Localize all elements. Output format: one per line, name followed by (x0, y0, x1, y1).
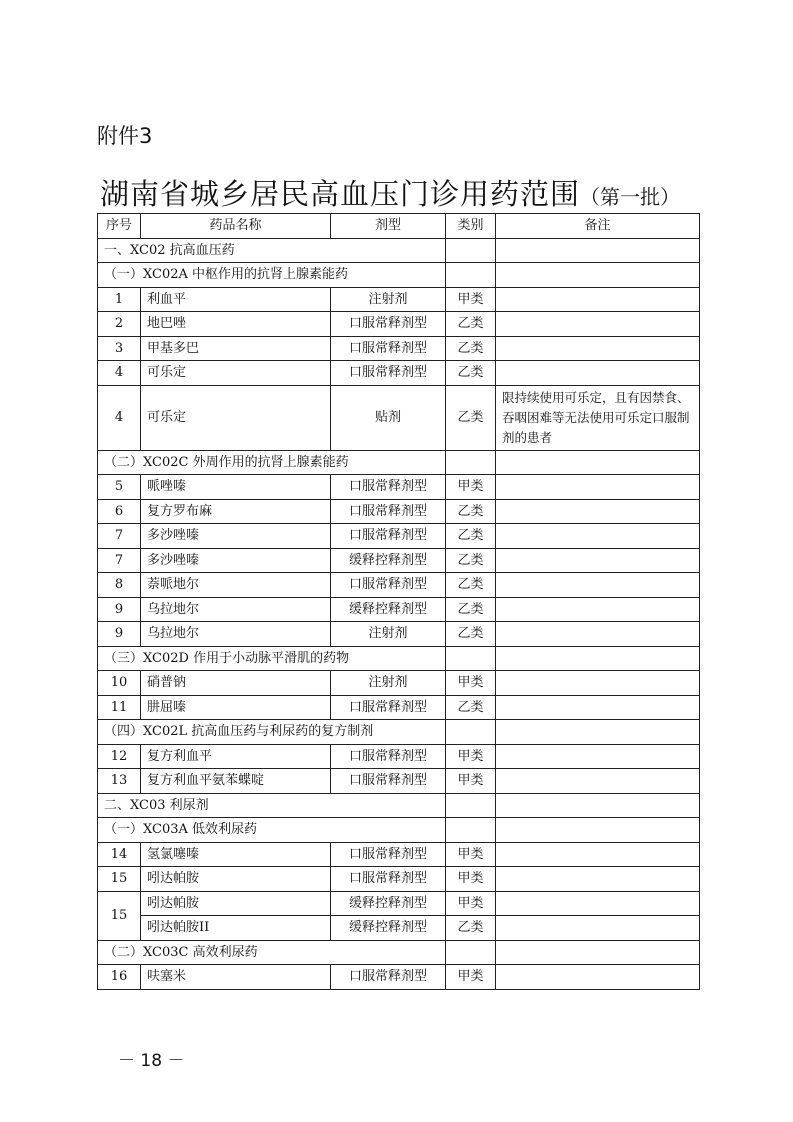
section-label: 二、XC03 利尿剂 (98, 793, 446, 818)
section-category-cell (446, 646, 496, 671)
cell-remark (496, 336, 700, 361)
table-row (98, 867, 700, 892)
cell-category: 甲类 (446, 965, 496, 990)
table-row (98, 499, 700, 524)
cell-category: 甲类 (446, 744, 496, 769)
cell-category: 乙类 (446, 548, 496, 573)
cell-name: 乌拉地尔 (141, 622, 331, 647)
cell-category: 乙类 (446, 597, 496, 622)
cell-name: 可乐定 (141, 385, 331, 450)
section-label: （三）XC02D 作用于小动脉平滑肌的药物 (98, 646, 446, 671)
header-name: 药品名称 (141, 214, 331, 239)
cell-no: 12 (98, 744, 141, 769)
cell-no: 4 (98, 385, 141, 450)
cell-category: 乙类 (446, 385, 496, 450)
cell-category: 乙类 (446, 361, 496, 386)
section-remark-cell (496, 818, 700, 843)
header-form: 剂型 (331, 214, 446, 239)
cell-category: 甲类 (446, 842, 496, 867)
section-category-cell (446, 238, 496, 263)
cell-name: 复方利血平 (141, 744, 331, 769)
section-label: 一、XC02 抗高血压药 (98, 238, 446, 263)
drug-table (97, 213, 700, 990)
cell-no: 2 (98, 312, 141, 337)
cell-remark (496, 695, 700, 720)
table-row (98, 385, 700, 450)
table-row (98, 769, 700, 794)
cell-name: 利血平 (141, 287, 331, 312)
cell-no: 8 (98, 573, 141, 598)
cell-remark (496, 499, 700, 524)
cell-category: 乙类 (446, 695, 496, 720)
table-row (98, 361, 700, 386)
cell-form: 口服常释剂型 (331, 499, 446, 524)
section-remark-cell (496, 450, 700, 475)
cell-no: 9 (98, 622, 141, 647)
header-no: 序号 (98, 214, 141, 239)
cell-name: 呋塞米 (141, 965, 331, 990)
cell-category: 乙类 (446, 622, 496, 647)
table-row (98, 548, 700, 573)
cell-form: 口服常释剂型 (331, 769, 446, 794)
section-remark-cell (496, 263, 700, 288)
cell-remark (496, 867, 700, 892)
cell-no: 10 (98, 671, 141, 696)
cell-form: 贴剂 (331, 385, 446, 450)
cell-category: 乙类 (446, 524, 496, 549)
cell-category: 甲类 (446, 769, 496, 794)
cell-form: 注射剂 (331, 671, 446, 696)
cell-remark (496, 842, 700, 867)
cell-form: 口服常释剂型 (331, 867, 446, 892)
cell-form: 口服常释剂型 (331, 475, 446, 500)
cell-remark (496, 916, 700, 941)
cell-no: 11 (98, 695, 141, 720)
cell-no: 13 (98, 769, 141, 794)
table-row (98, 891, 700, 916)
cell-name: 可乐定 (141, 361, 331, 386)
cell-name: 氢氯噻嗪 (141, 842, 331, 867)
cell-name: 吲达帕胺 (141, 867, 331, 892)
table-row (98, 312, 700, 337)
cell-remark (496, 769, 700, 794)
cell-name: 多沙唑嗪 (141, 548, 331, 573)
table-row (98, 336, 700, 361)
cell-name: 哌唑嗪 (141, 475, 331, 500)
cell-form: 缓释控释剂型 (331, 597, 446, 622)
header-category: 类别 (446, 214, 496, 239)
title-main: 湖南省城乡居民高血压门诊用药范围 (100, 177, 581, 211)
cell-no: 15 (98, 867, 141, 892)
cell-form: 缓释控释剂型 (331, 548, 446, 573)
section-category-cell (446, 940, 496, 965)
cell-remark (496, 891, 700, 916)
cell-form: 缓释控释剂型 (331, 916, 446, 941)
table-row (98, 842, 700, 867)
cell-form: 口服常释剂型 (331, 336, 446, 361)
section-category-cell (446, 720, 496, 745)
cell-no: 6 (98, 499, 141, 524)
section-row (98, 940, 700, 965)
page-number: － 18 － (118, 1051, 185, 1071)
cell-category: 甲类 (446, 475, 496, 500)
section-remark-cell (496, 720, 700, 745)
cell-name: 多沙唑嗪 (141, 524, 331, 549)
cell-form: 口服常释剂型 (331, 842, 446, 867)
cell-form: 口服常释剂型 (331, 695, 446, 720)
cell-form: 口服常释剂型 (331, 524, 446, 549)
cell-no: 4 (98, 361, 141, 386)
cell-remark: 限持续使用可乐定，且有因禁食、吞咽困难等无法使用可乐定口服制剂的患者 (496, 385, 700, 450)
cell-category: 乙类 (446, 916, 496, 941)
cell-form: 口服常释剂型 (331, 312, 446, 337)
table-row (98, 573, 700, 598)
cell-name: 复方罗布麻 (141, 499, 331, 524)
cell-remark (496, 312, 700, 337)
section-remark-cell (496, 793, 700, 818)
table-row (98, 695, 700, 720)
cell-remark (496, 287, 700, 312)
section-label: （四）XC02L 抗高血压药与利尿药的复方制剂 (98, 720, 446, 745)
table-header-row (98, 214, 700, 239)
cell-remark (496, 524, 700, 549)
cell-form: 口服常释剂型 (331, 361, 446, 386)
cell-form: 注射剂 (331, 622, 446, 647)
section-label: （一）XC03A 低效利尿药 (98, 818, 446, 843)
cell-remark (496, 597, 700, 622)
table-row (98, 744, 700, 769)
cell-name: 地巴唑 (141, 312, 331, 337)
cell-name: 复方利血平氨苯蝶啶 (141, 769, 331, 794)
cell-form: 口服常释剂型 (331, 573, 446, 598)
cell-category: 乙类 (446, 312, 496, 337)
cell-category: 乙类 (446, 573, 496, 598)
cell-remark (496, 671, 700, 696)
cell-name: 肼屈嗪 (141, 695, 331, 720)
attachment-label: 附件3 (97, 124, 153, 148)
cell-form: 口服常释剂型 (331, 744, 446, 769)
document-title (100, 172, 680, 213)
cell-name: 硝普钠 (141, 671, 331, 696)
header-remark: 备注 (496, 214, 700, 239)
table-row (98, 916, 700, 941)
cell-remark (496, 361, 700, 386)
cell-category: 甲类 (446, 867, 496, 892)
cell-remark (496, 744, 700, 769)
section-row (98, 263, 700, 288)
cell-no: 7 (98, 548, 141, 573)
cell-no: 1 (98, 287, 141, 312)
cell-name: 甲基多巴 (141, 336, 331, 361)
cell-no: 3 (98, 336, 141, 361)
section-row (98, 720, 700, 745)
cell-category: 甲类 (446, 287, 496, 312)
cell-no: 9 (98, 597, 141, 622)
table-body (98, 238, 700, 989)
cell-form: 口服常释剂型 (331, 965, 446, 990)
section-row (98, 450, 700, 475)
cell-no: 15 (98, 891, 141, 940)
cell-name: 乌拉地尔 (141, 597, 331, 622)
cell-form: 缓释控释剂型 (331, 891, 446, 916)
section-remark-cell (496, 238, 700, 263)
table-row (98, 524, 700, 549)
cell-no: 16 (98, 965, 141, 990)
table-row (98, 965, 700, 990)
cell-remark (496, 622, 700, 647)
section-category-cell (446, 450, 496, 475)
table-row (98, 475, 700, 500)
table-row (98, 622, 700, 647)
cell-name: 吲达帕胺 (141, 891, 331, 916)
cell-remark (496, 548, 700, 573)
section-label: （一）XC02A 中枢作用的抗肾上腺素能药 (98, 263, 446, 288)
cell-form: 注射剂 (331, 287, 446, 312)
cell-no: 5 (98, 475, 141, 500)
cell-no: 7 (98, 524, 141, 549)
table-row (98, 671, 700, 696)
section-remark-cell (496, 646, 700, 671)
table-row (98, 597, 700, 622)
cell-remark (496, 573, 700, 598)
cell-category: 乙类 (446, 336, 496, 361)
cell-category: 甲类 (446, 671, 496, 696)
cell-category: 甲类 (446, 891, 496, 916)
cell-category: 乙类 (446, 499, 496, 524)
title-subtitle: （第一批） (580, 185, 681, 209)
cell-remark (496, 475, 700, 500)
section-category-cell (446, 818, 496, 843)
table-row (98, 287, 700, 312)
section-category-cell (446, 263, 496, 288)
cell-no: 14 (98, 842, 141, 867)
cell-remark (496, 965, 700, 990)
cell-name: 吲达帕胺II (141, 916, 331, 941)
section-row (98, 646, 700, 671)
section-remark-cell (496, 940, 700, 965)
section-category-cell (446, 793, 496, 818)
section-label: （二）XC03C 高效利尿药 (98, 940, 446, 965)
section-label: （二）XC02C 外周作用的抗肾上腺素能药 (98, 450, 446, 475)
cell-name: 萘哌地尔 (141, 573, 331, 598)
section-row (98, 238, 700, 263)
section-row (98, 818, 700, 843)
section-row (98, 793, 700, 818)
